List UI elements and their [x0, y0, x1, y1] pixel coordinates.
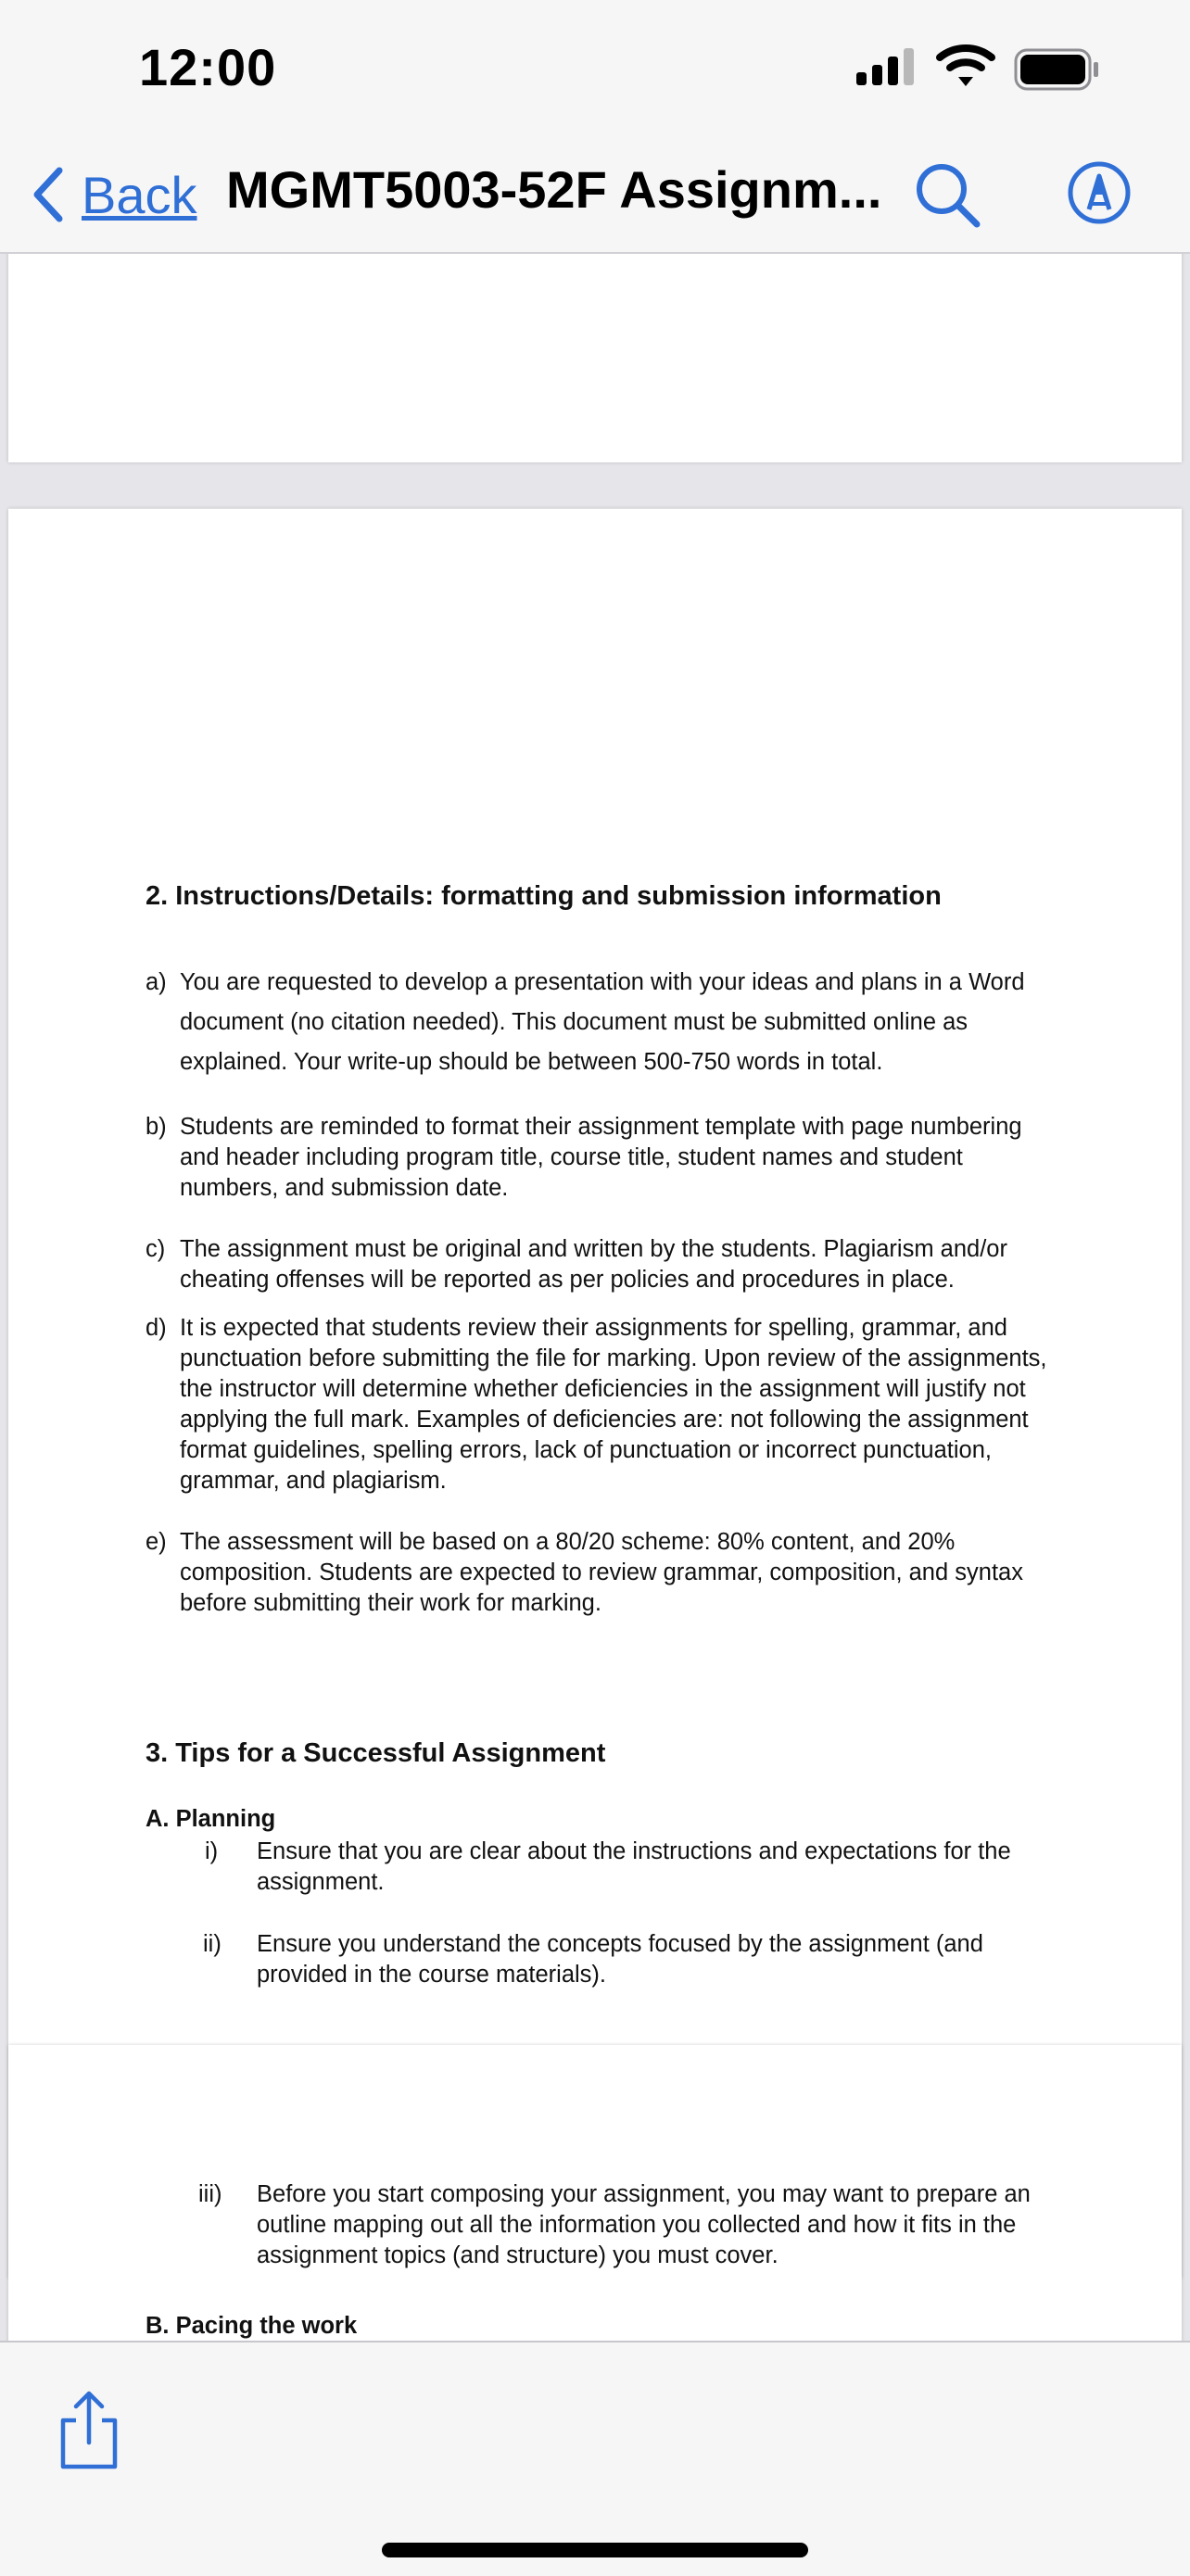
status-icons-svg: [0, 0, 1190, 139]
list-item-label: a): [146, 969, 167, 995]
chevron-left-icon: [32, 167, 65, 222]
list-item-line: The assignment must be original and written by the students. Plagiarism and/or: [180, 1236, 1007, 1262]
list-item: [146, 1234, 1100, 1295]
section-heading: 2. Instructions/Details: formatting and submission information: [146, 881, 942, 911]
list-item-line: and header including program title, course title, student names and student: [180, 1144, 963, 1170]
list-item-label: iii): [198, 2181, 222, 2207]
list-item-line: cheating offenses will be reported as per policies and procedures in place.: [180, 1267, 955, 1293]
markup-button[interactable]: [1066, 159, 1133, 226]
list-item-label: i): [205, 1838, 219, 1864]
list-item-label: c): [146, 1236, 166, 1262]
list-item: [146, 1313, 1128, 1496]
cellular-signal-icon: [856, 48, 914, 85]
navigation-bar: [0, 139, 1190, 254]
back-label: Back: [82, 165, 197, 224]
list-item: [146, 1527, 1109, 1619]
list-item-line: assignment.: [257, 1869, 385, 1895]
markup-pen-icon: [1066, 159, 1133, 226]
document-page: [8, 254, 1182, 462]
document-viewport[interactable]: [0, 254, 1190, 2341]
status-time: 12:00: [139, 38, 277, 96]
list-item-line: Before you start composing your assignment, you may want to prepare an: [257, 2181, 1031, 2207]
list-item-line: applying the full mark. Examples of deficiencies are: not following the assignment: [180, 1407, 1029, 1433]
section-heading: 3. Tips for a Successful Assignment: [146, 1738, 606, 1768]
list-item-label: d): [146, 1315, 167, 1341]
list-item-line: numbers, and submission date.: [180, 1175, 509, 1201]
search-icon: [912, 159, 982, 230]
list-item-line: format guidelines, spelling errors, lack of punctuation or incorrect punctuation,: [180, 1437, 992, 1463]
subsection-heading: A. Planning: [146, 1806, 276, 1832]
list-item-line: Ensure that you are clear about the instructions and expectations for the: [257, 1838, 1011, 1864]
list-item-line: the instructor will determine whether deficiencies in the assignment will justify not: [180, 1376, 1026, 1402]
list-item-line: provided in the course materials).: [257, 1962, 607, 1988]
list-item: [146, 1112, 1100, 1204]
search-button[interactable]: [912, 159, 982, 230]
share-icon: [56, 2389, 122, 2472]
list-item: [194, 1837, 1083, 1898]
document-title: MGMT5003-52F Assignm...: [226, 160, 882, 219]
document-page: [8, 2045, 1182, 2341]
wifi-icon: [940, 48, 992, 86]
share-button[interactable]: [56, 2389, 122, 2472]
list-item: [146, 963, 1072, 1082]
back-button[interactable]: [32, 158, 197, 232]
list-item: [189, 2179, 1097, 2271]
list-item-line: You are requested to develop a presentation with your ideas and plans in a Word: [180, 969, 1025, 995]
list-item-line: grammar, and plagiarism.: [180, 1468, 447, 1494]
list-item-line: explained. Your write-up should be between 500-750 words in total.: [180, 1049, 883, 1075]
list-item-label: e): [146, 1529, 167, 1555]
list-item: [194, 1929, 1083, 1990]
list-item-line: The assessment will be based on a 80/20 scheme: 80% content, and 20%: [180, 1529, 956, 1555]
document-page: [8, 509, 1182, 2279]
list-item-line: before submitting their work for marking.: [180, 1590, 601, 1616]
status-bar: [0, 0, 1190, 139]
list-item-line: outline mapping out all the information you collected and how it fits in the: [257, 2212, 1017, 2238]
list-item-line: punctuation before submitting the file for marking. Upon review of the assignments,: [180, 1345, 1047, 1371]
list-item-line: Students are reminded to format their assignment template with page numbering: [180, 1114, 1022, 1140]
list-item-line: assignment topics (and structure) you must cover.: [257, 2242, 779, 2268]
list-item-label: b): [146, 1114, 167, 1140]
list-item-line: Ensure you understand the concepts focused by the assignment (and: [257, 1931, 983, 1957]
subsection-heading: B. Pacing the work: [146, 2313, 358, 2339]
battery-icon: [1016, 50, 1098, 89]
bottom-toolbar: [0, 2341, 1190, 2576]
list-item-line: composition. Students are expected to review grammar, composition, and syntax: [180, 1559, 1023, 1585]
list-item-label: ii): [203, 1931, 222, 1957]
list-item-line: document (no citation needed). This document must be submitted online as: [180, 1009, 968, 1035]
home-indicator[interactable]: [382, 2543, 808, 2557]
list-item-line: It is expected that students review their assignments for spelling, grammar, and: [180, 1315, 1007, 1341]
